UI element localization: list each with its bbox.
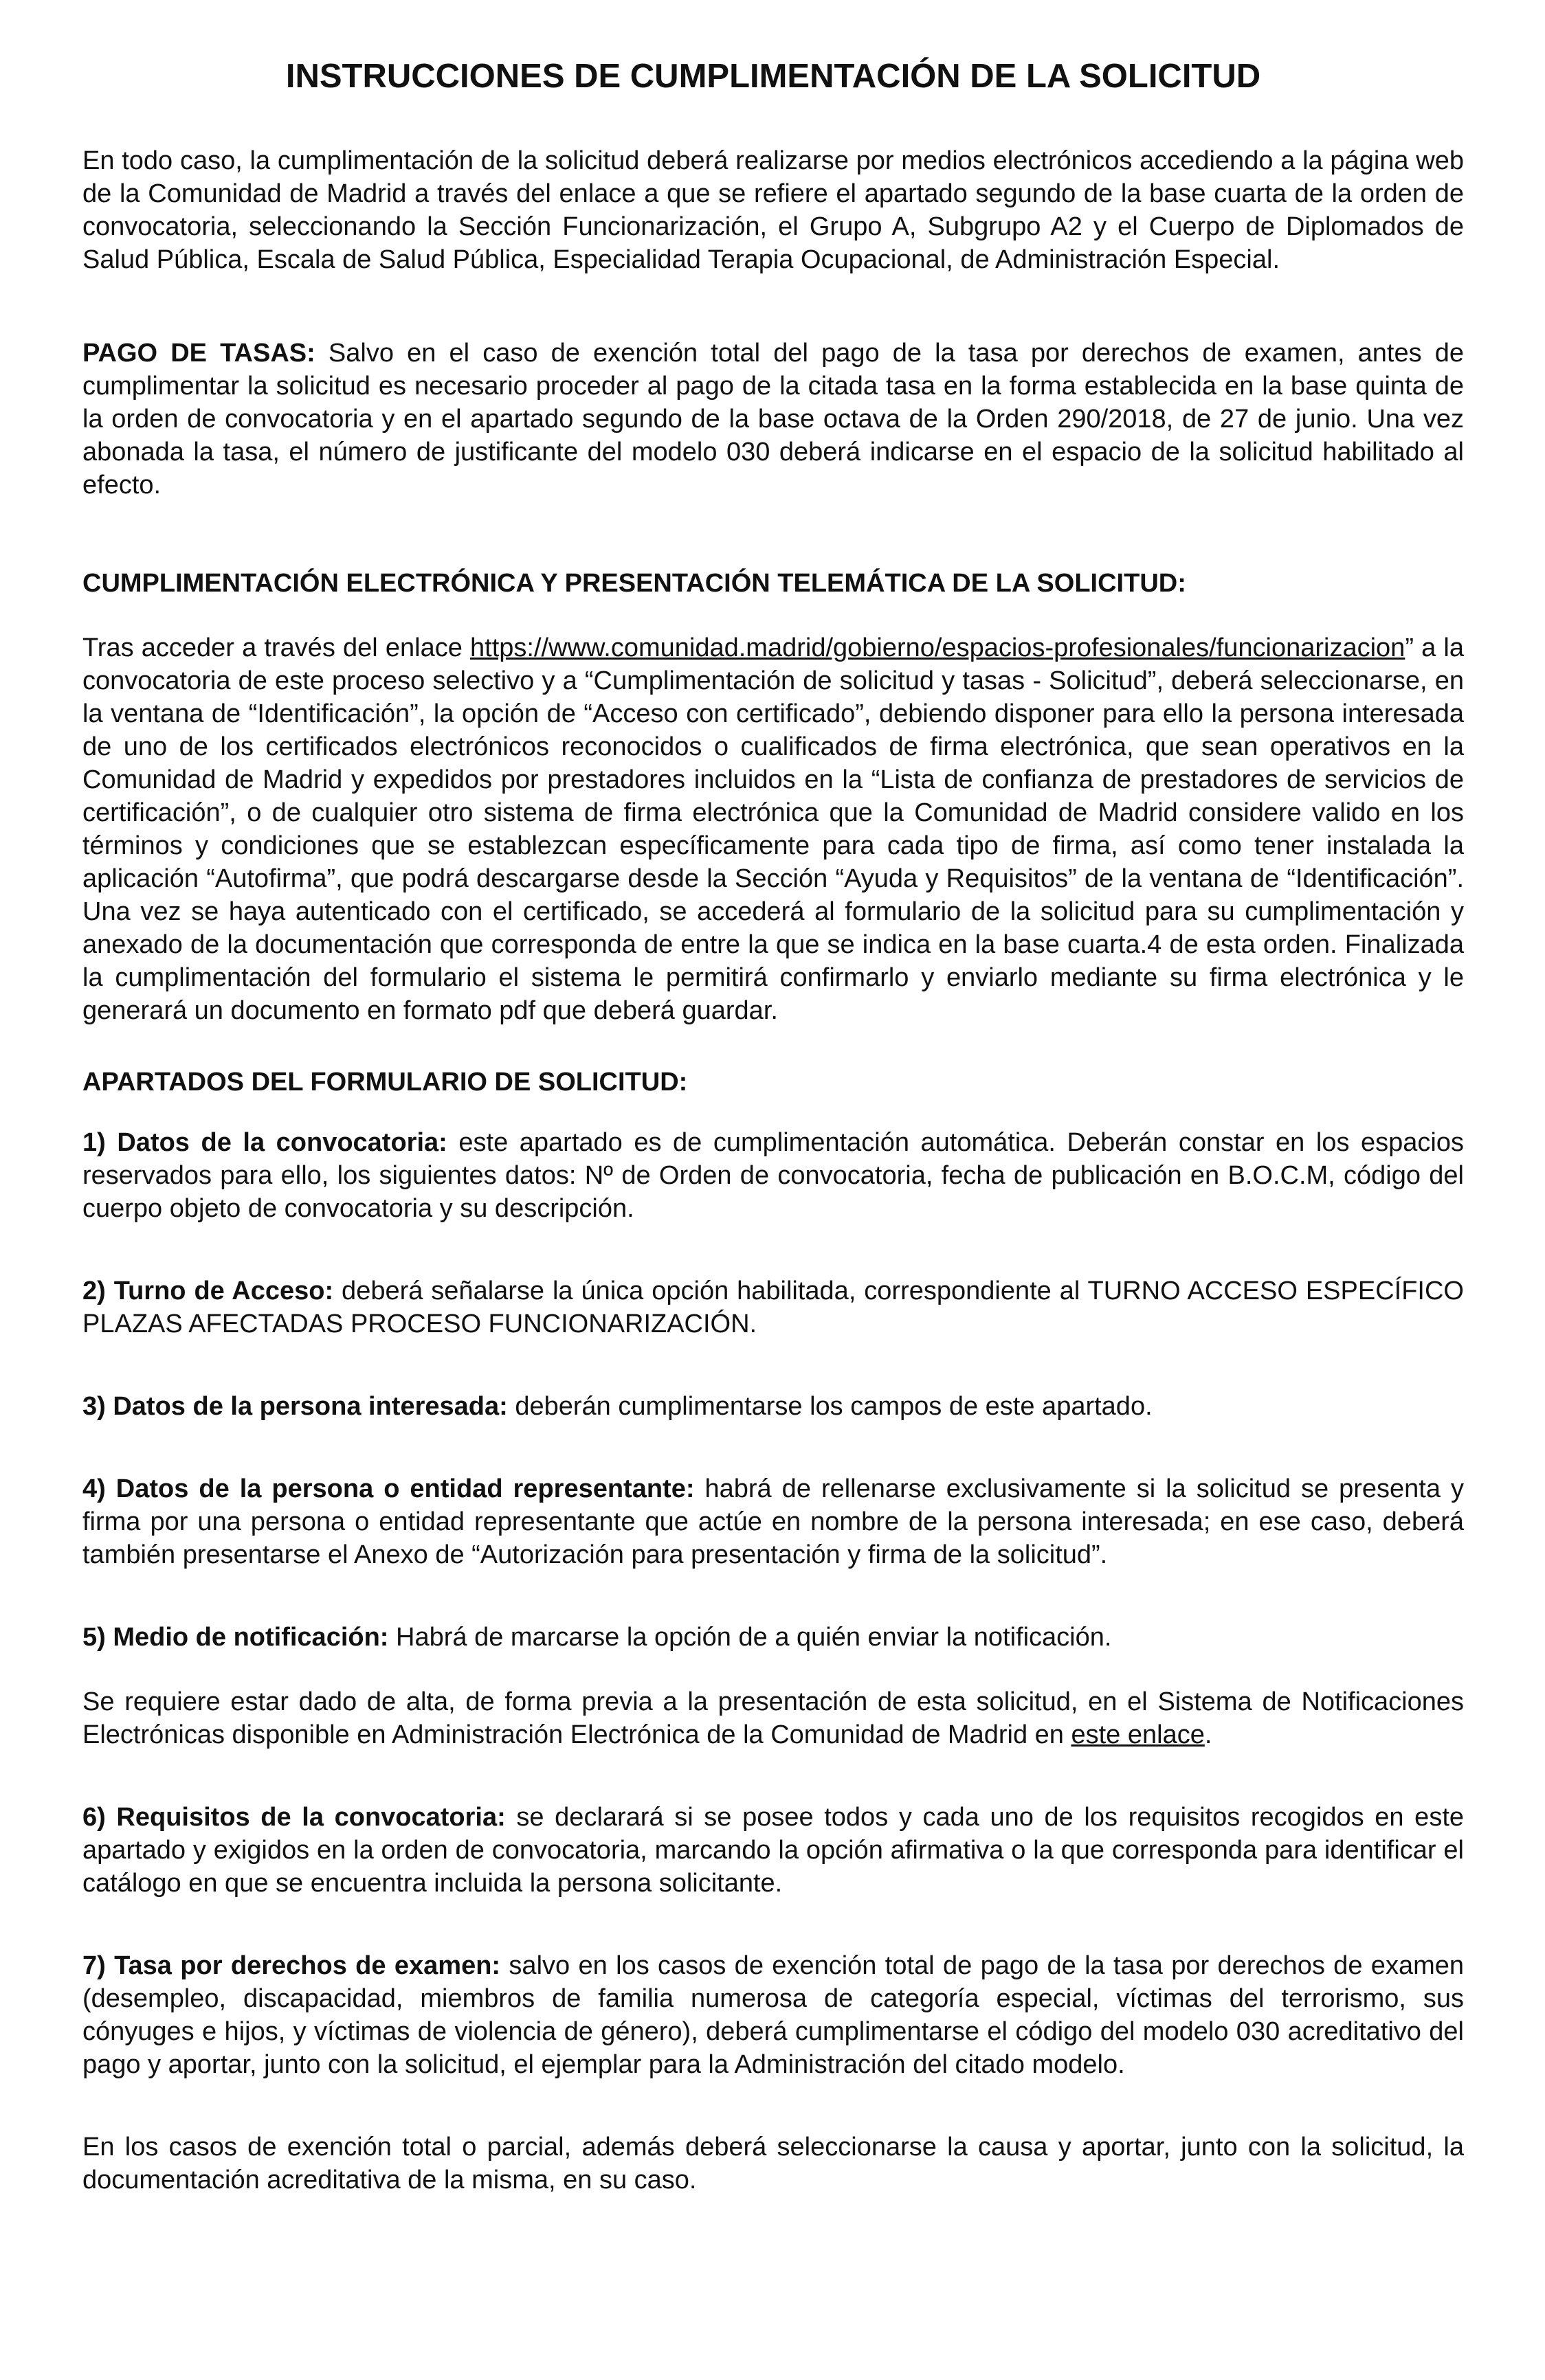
pago-tasas-paragraph: [82, 337, 1464, 502]
item-requisitos-convocatoria: [82, 1801, 1464, 1900]
pago-tasas-text: Salvo en el caso de exención total del pago de la tasa por derechos de examen, antes de cumplimentar la solicitud es necesario proceder al pago de la citada tasa en la forma establecida en la base quinta de la orden de convocatoria y en el apartado segundo de la base octava de la Orden 290/2018, de 27 de junio. Una vez abonada la tasa, el número de justificante del modelo 030 deberá indicarse en el espacio de la solicitud habilitado al efecto.: [82, 339, 1465, 499]
notificaciones-paragraph: [82, 1685, 1464, 1751]
pago-tasas-label: PAGO DE TASAS:: [82, 339, 315, 368]
notificacion-before-link: Se requiere estar dado de alta, de forma previa a la presentación de esta solicitud, en el Sistema de Notificaciones Electrónicas disponible en Administración Electrónica de la Comunidad de Madrid en: [82, 1687, 1464, 1749]
exencion-text: En los casos de exención total o parcial, además deberá seleccionarse la causa y aportar, junto con la solicitud, la documentación acreditativa de la misma, en su caso.: [82, 2133, 1464, 2194]
item-5-text: Habrá de marcarse la opción de a quién enviar la notificación.: [388, 1623, 1112, 1652]
item-tasa-derechos-examen: [82, 1949, 1464, 2081]
telematica-before-link: Tras acceder a través del enlace: [82, 633, 470, 662]
item-3-label: 3) Datos de la persona interesada:: [82, 1392, 508, 1421]
heading-cumplimentacion-electronica: CUMPLIMENTACIÓN ELECTRÓNICA Y PRESENTACIÓN TELEMÁTICA DE LA SOLICITUD:: [82, 569, 1186, 598]
item-5-label: 5) Medio de notificación:: [82, 1623, 389, 1652]
intro-paragraph: [82, 144, 1464, 276]
item-datos-representante: [82, 1472, 1464, 1571]
item-1-label: 1) Datos de la convocatoria:: [82, 1128, 447, 1157]
item-2-label: 2) Turno de Acceso:: [82, 1277, 334, 1305]
item-2-text: deberá señalarse la única opción habilitada, correspondiente al TURNO ACCESO ESPECÍFICO PLAZAS AFECTADAS PROCESO FUNCIONARIZACIÓN.: [82, 1277, 1464, 1338]
telematica-paragraph: [82, 631, 1464, 1027]
item-medio-notificacion: [82, 1621, 1464, 1654]
item-7-text: salvo en los casos de exención total de pago de la tasa por derechos de examen (desempleo, discapacidad, miembros de familia numerosa de categoría especial, víctimas del terrorismo, sus cónyuges e hijos, y víctimas de violencia de género), deberá cumplimentarse el código del modelo 030 acreditativo del pago y aportar, junto con la solicitud, el ejemplar para la Administración del citado modelo.: [82, 1951, 1464, 2079]
item-6-text: se declarará si se posee todos y cada uno de los requisitos recogidos en este apartado y exigidos en la orden de convocatoria, marcando la opción afirmativa o la que corresponda para identificar el catálogo en que se encuentra incluida la persona solicitante.: [82, 1803, 1465, 1898]
intro-text: En todo caso, la cumplimentación de la solicitud deberá realizarse por medios electrónicos accediendo a la página web de la Comunidad de Madrid a través del enlace a que se refiere el apartado segundo de la base cuarta de la orden de convocatoria, seleccionando la Sección Funcionarización, el Grupo A, Subgrupo A2 y el Cuerpo de Diplomados de Salud Pública, Escala de Salud Pública, Especialidad Terapia Ocupacional, de Administración Especial.: [82, 146, 1464, 274]
notificacion-after-link: .: [1204, 1720, 1212, 1749]
heading-apartados-formulario: APARTADOS DEL FORMULARIO DE SOLICITUD:: [82, 1068, 688, 1097]
item-4-text: habrá de rellenarse exclusivamente si la solicitud se presenta y firma por una persona o entidad representante que actúe en nombre de la persona interesada; en ese caso, deberá también presentarse el Anexo de “Autorización para presentación y firma de la solicitud”.: [82, 1474, 1464, 1569]
item-turno-acceso: [82, 1275, 1464, 1340]
item-1-text: este apartado es de cumplimentación automática. Deberán constar en los espacios reservados para ello, los siguientes datos: Nº de Orden de convocatoria, fecha de publicación en B.O.C.M, código del cuerpo objeto de convocatoria y su descripción.: [82, 1128, 1464, 1223]
item-4-label: 4) Datos de la persona o entidad representante:: [82, 1474, 695, 1503]
funcionarizacion-url-link[interactable]: https://www.comunidad.madrid/gobierno/espacios-profesionales/funcionarizacion: [470, 633, 1405, 662]
document-title: INSTRUCCIONES DE CUMPLIMENTACIÓN DE LA SOLICITUD: [285, 58, 1261, 95]
item-7-label: 7) Tasa por derechos de examen:: [82, 1951, 501, 1980]
exencion-paragraph: [82, 2131, 1464, 2197]
este-enlace-link[interactable]: este enlace: [1071, 1720, 1205, 1749]
item-6-label: 6) Requisitos de la convocatoria:: [82, 1803, 506, 1832]
item-datos-persona-interesada: [82, 1390, 1464, 1423]
item-3-text: deberán cumplimentarse los campos de este apartado.: [507, 1392, 1153, 1421]
item-datos-convocatoria: [82, 1126, 1464, 1225]
telematica-after-link: ” a la convocatoria de este proceso selectivo y a “Cumplimentación de solicitud y tasas - Solicitud”, deberá seleccionarse, en la ventana de “Identificación”, la opción de “Acceso con certificado”, debiendo disponer para ello la persona interesada de uno de los certificados electrónicos reconocidos o cualificados de firma electrónica, que sean operativos en la Comunidad de Madrid y expedidos por prestadores incluidos en la “Lista de confianza de prestadores de servicios de certificación”, o de cualquier otro sistema de firma electrónica que la Comunidad de Madrid considere valido en los términos y condiciones que se establezcan específicamente para cada tipo de firma, así como tener instalada la aplicación “Autofirma”, que podrá descargarse desde la Sección “Ayuda y Requisitos” de la ventana de “Identificación”. Una vez se haya autenticado con el certificado, se accederá al formulario de la solicitud para su cumplimentación y anexado de la documentación que corresponda de entre la que se indica en la base cuarta.4 de esta orden. Finalizada la cumplimentación del formulario el sistema le permitirá confirmarlo y enviarlo mediante su firma electrónica y le generará un documento en formato pdf que deberá guardar.: [82, 633, 1464, 1025]
